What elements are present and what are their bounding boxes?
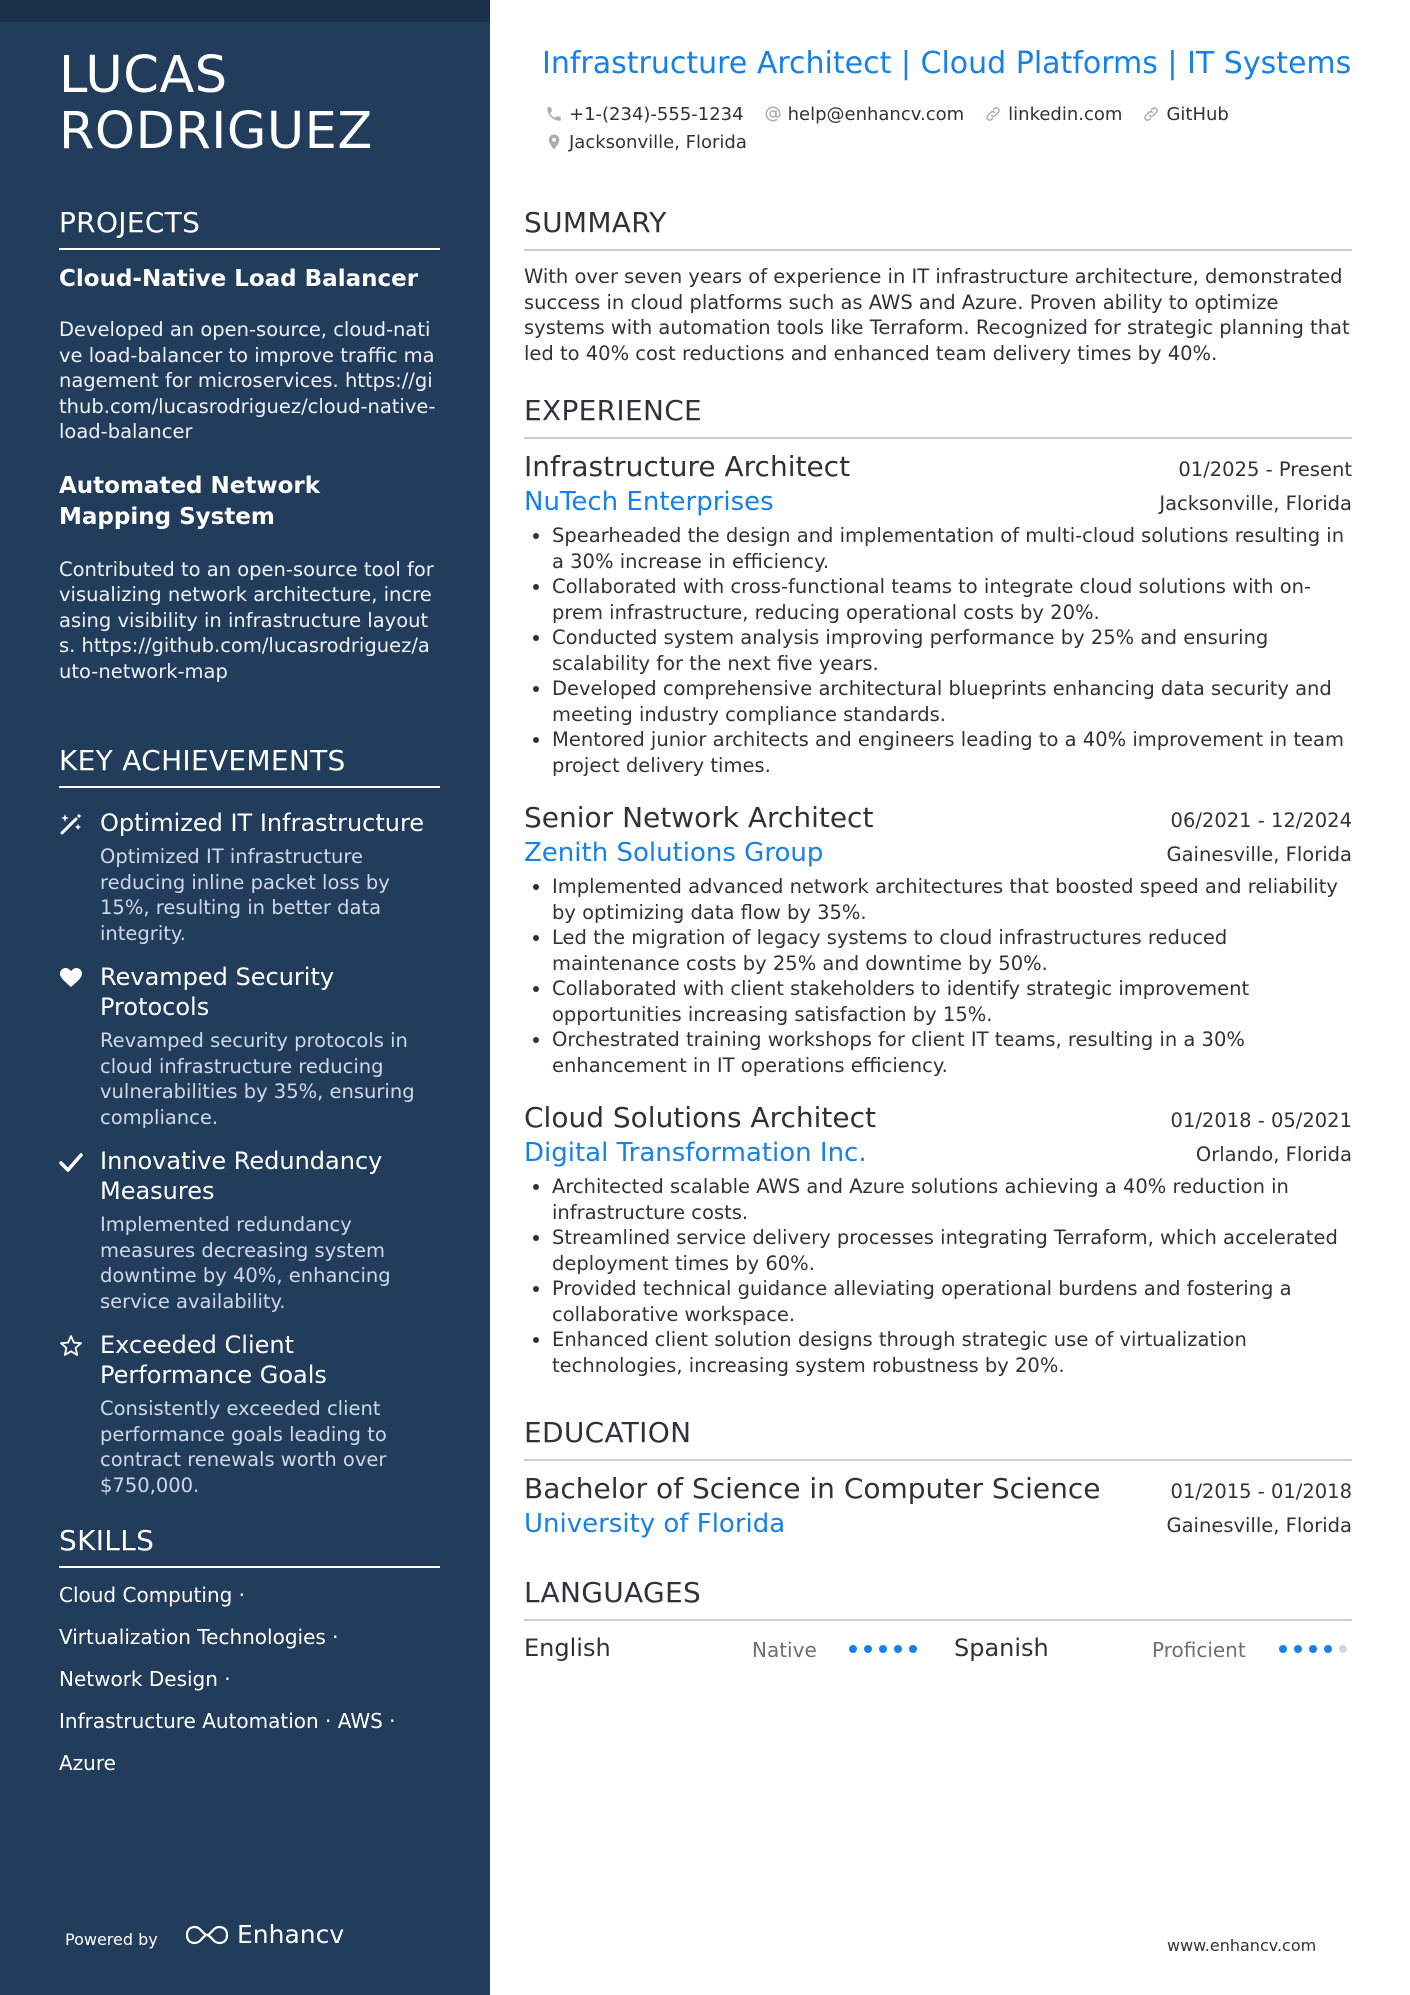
rating-dot-filled [879,1645,887,1653]
job-bullet: • Spearheaded the design and implementation of multi-cloud solutions resulting in a 30% increase in efficiency. [552,523,1352,574]
job-entry [524,449,1352,778]
languages-title: LANGUAGES [524,1576,1352,1621]
job-bullets [524,1174,1352,1378]
achievements-title: KEY ACHIEVEMENTS [59,744,440,788]
achievement-description: Revamped security protocols in cloud infrastructure reducing vulnerabilities by 35%, ensuring compliance. [100,1029,415,1129]
job-bullet: • Implemented advanced network architectures that boosted speed and reliability by optimizing data flow by 35%. [552,874,1352,925]
company-name: NuTech Enterprises [524,487,774,517]
name-line-2: RODRIGUEZ [59,102,373,161]
github-text: GitHub [1166,103,1229,125]
achievement-title: Exceeded Client Performance Goals [100,1331,327,1389]
job-bullet: • Mentored junior architects and engineers leading to a 40% improvement in team project delivery times. [552,727,1352,778]
skill-line: Network Design · [59,1667,231,1691]
achievement-title: Optimized IT Infrastructure [100,809,425,837]
job-bullet: • Led the migration of legacy systems to cloud infrastructures reduced maintenance costs by 25% and downtime by 50%. [552,925,1352,976]
checkmark-icon [59,1150,83,1174]
skill-line: Infrastructure Automation · AWS · [59,1709,396,1733]
candidate-name [59,48,373,160]
headline: Infrastructure Architect | Cloud Platforms | IT Systems [542,46,1352,81]
heart-icon [59,966,83,990]
job-bullet: • Provided technical guidance alleviating operational burdens and fostering a collaborative workspace. [552,1276,1352,1327]
contact-location [545,132,747,153]
rating-dot-empty [1339,1645,1347,1653]
contact-linkedin[interactable] [984,104,1122,125]
job-title: Senior Network Architect [524,801,874,834]
education-dates: 01/2015 - 01/2018 [1170,1480,1352,1503]
skill-line: Virtualization Technologies · [59,1625,339,1649]
skill-line: Azure [59,1751,116,1775]
job-title: Infrastructure Architect [524,450,851,483]
achievement-item [59,1330,440,1498]
rating-dot-filled [1309,1645,1317,1653]
enhancv-logo[interactable] [185,1920,344,1949]
link-icon [984,105,1002,123]
experience-title: EXPERIENCE [524,394,1352,439]
achievement-title: Revamped Security Protocols [100,963,335,1021]
job-dates: 01/2018 - 05/2021 [1170,1109,1352,1132]
project-title: Automated Network Mapping System [59,472,321,530]
project-item [59,471,440,685]
contact-email[interactable] [764,104,965,125]
language-rating [849,1645,924,1653]
skills-section [59,1524,440,1784]
achievement-title: Innovative Redundancy Measures [100,1147,383,1205]
star-icon [59,1334,83,1358]
sidebar-top-strip [0,0,490,22]
phone-icon [545,105,563,123]
achievement-item [59,1146,440,1314]
achievement-description: Optimized IT infrastructure reducing inline packet loss by 15%, resulting in better data integrity. [100,845,390,945]
job-bullet: • Collaborated with cross-functional teams to integrate cloud solutions with on-prem infrastructure, reducing operational costs by 20%. [552,574,1352,625]
link-icon [1142,105,1160,123]
job-dates: 01/2025 - Present [1178,458,1352,481]
sidebar [0,0,490,1995]
project-item [59,264,440,445]
phone-text: +1-(234)-555-1234 [569,103,744,125]
achievements-section [59,744,440,1514]
projects-section [59,206,440,710]
at-icon [764,105,782,123]
footer-url[interactable]: www.enhancv.com [1167,1936,1317,1955]
education-title: EDUCATION [524,1416,1352,1461]
contact-github[interactable] [1142,104,1228,125]
job-bullet: • Conducted system analysis improving performance by 25% and ensuring scalability for the next five years. [552,625,1352,676]
job-entry [524,1100,1352,1378]
job-location: Orlando, Florida [1195,1143,1352,1166]
degree: Bachelor of Science in Computer Science [524,1472,1101,1505]
rating-dot-filled [849,1645,857,1653]
job-bullet: • Streamlined service delivery processes integrating Terraform, which accelerated deployment times by 60%. [552,1225,1352,1276]
company-name: Zenith Solutions Group [524,838,824,868]
language-name: Spanish [954,1634,1049,1662]
job-dates: 06/2021 - 12/2024 [1170,809,1352,832]
contact-info [545,100,1345,156]
skills-title: SKILLS [59,1524,440,1568]
enhancv-logo-icon [185,1923,229,1947]
rating-dot-filled [909,1645,917,1653]
job-bullets [524,523,1352,778]
rating-dot-filled [1279,1645,1287,1653]
languages-list [524,1632,1352,1672]
achievement-item [59,962,440,1130]
contact-phone[interactable] [545,104,744,125]
projects-title: PROJECTS [59,206,440,250]
school-name: University of Florida [524,1509,786,1539]
education-entry [524,1471,1352,1541]
rating-dot-filled [1294,1645,1302,1653]
job-bullet: • Orchestrated training workshops for client IT teams, resulting in a 30% enhancement in IT operations efficiency. [552,1027,1352,1078]
skill-line: Cloud Computing · [59,1583,246,1607]
job-title: Cloud Solutions Architect [524,1101,876,1134]
job-bullet: • Enhanced client solution designs through strategic use of virtualization technologies, increasing system robustness by 20%. [552,1327,1352,1378]
brand-name: Enhancv [237,1920,345,1949]
language-level: Proficient [1152,1638,1246,1662]
language-level: Native [752,1638,817,1662]
job-location: Jacksonville, Florida [1159,492,1352,515]
achievement-description: Consistently exceeded client performance goals leading to contract renewals worth over $750,000. [100,1397,387,1497]
job-bullets [524,874,1352,1078]
location-text: Jacksonville, Florida [569,131,747,153]
summary-title: SUMMARY [524,206,1352,251]
job-location: Gainesville, Florida [1166,843,1352,866]
summary-text: With over seven years of experience in IT infrastructure architecture, demonstrated success in cloud platforms such as AWS and Azure. Proven ability to optimize systems with automation tools like Terraform. Recognized for strategic planning that led to 40% cost reductions and enhanced team delivery times by 40%. [524,265,1350,365]
job-bullet: • Collaborated with client stakeholders to identify strategic improvement opportunities increasing satisfaction by 15%. [552,976,1352,1027]
education-location: Gainesville, Florida [1166,1514,1352,1537]
company-name: Digital Transformation Inc. [524,1138,867,1168]
rating-dot-filled [864,1645,872,1653]
job-bullet: • Architected scalable AWS and Azure solutions achieving a 40% reduction in infrastructure costs. [552,1174,1352,1225]
job-bullet: • Developed comprehensive architectural blueprints enhancing data security and meeting industry compliance standards. [552,676,1352,727]
location-pin-icon [545,133,563,151]
achievement-description: Implemented redundancy measures decreasing system downtime by 40%, enhancing service availability. [100,1213,391,1313]
achievement-item [59,808,440,946]
job-entry [524,800,1352,1078]
magic-wand-icon [59,812,83,836]
project-description: Developed an open-source, cloud-native load-balancer to improve traffic management for microservices. https://github.com/lucasrodriguez/cloud-native-load-balancer [59,318,436,443]
language-name: English [524,1634,611,1662]
rating-dot-filled [1324,1645,1332,1653]
project-title: Cloud-Native Load Balancer [59,266,419,292]
rating-dot-filled [894,1645,902,1653]
powered-by-label: Powered by [65,1930,158,1949]
project-description: Contributed to an open-source tool for visualizing network architecture, increasing visibility in infrastructure layouts. https://github.com/lucasrodriguez/auto-network-map [59,557,434,683]
linkedin-text: linkedin.com [1008,103,1123,125]
email-text: help@enhancv.com [787,103,965,125]
language-rating [1279,1645,1354,1653]
name-line-1: LUCAS [59,46,228,105]
